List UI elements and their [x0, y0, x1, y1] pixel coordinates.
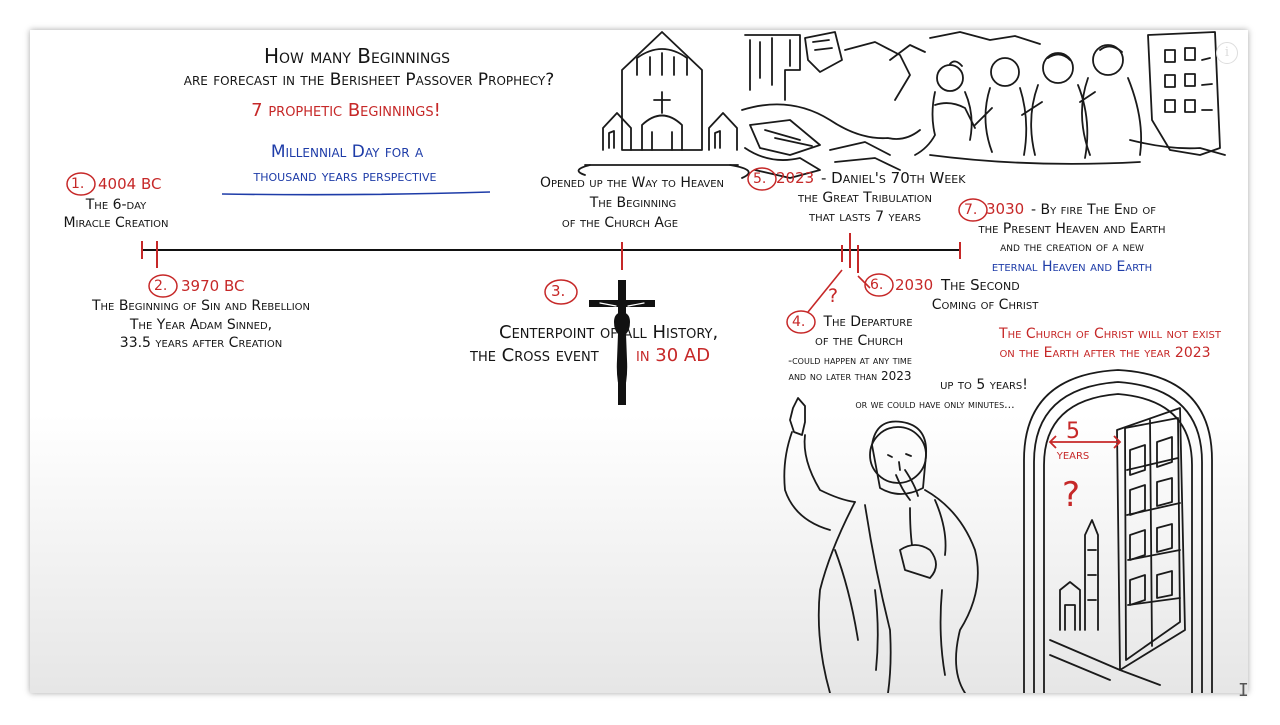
- title-line1: How many Beginnings: [263, 44, 451, 68]
- event6-number: 6.: [870, 277, 884, 293]
- text-cursor-icon: I: [1238, 680, 1249, 701]
- event3-above3: of the Church Age: [561, 215, 679, 231]
- event2-year: 3970 BC: [181, 277, 245, 295]
- event2-line3: 33.5 years after Creation: [119, 335, 283, 351]
- event1-year: 4004 BC: [98, 175, 162, 193]
- event2-line2: The Year Adam Sinned,: [129, 317, 273, 333]
- event3-line2a: the Cross event: [470, 345, 599, 366]
- event3-line1: Centerpoint of all History,: [499, 322, 719, 343]
- event3-above2: The Beginning: [589, 195, 677, 211]
- event1-line2: Miracle Creation: [63, 215, 169, 231]
- event2-number: 2.: [154, 278, 168, 294]
- event2-line1: The Beginning of Sin and Rebellion: [91, 298, 311, 314]
- video-frame[interactable]: [30, 30, 1248, 693]
- window-note-line2: or we could have only minutes...: [855, 398, 1015, 411]
- event4-line2: of the Church: [814, 333, 904, 349]
- connectors: [808, 270, 870, 312]
- event5-line3: that lasts 7 years: [808, 209, 922, 225]
- event1-line1: The 6-day: [85, 197, 147, 213]
- info-icon[interactable]: i: [1216, 42, 1238, 64]
- event4-question-mark: ?: [828, 285, 839, 307]
- title-answer: 7 prophetic Beginnings!: [251, 100, 441, 121]
- event5-line2: the Great Tribulation: [797, 190, 933, 206]
- window-note-line1: up to 5 years!: [940, 377, 1028, 393]
- event7-line2: the Present Heaven and Earth: [978, 221, 1166, 237]
- window-question-mark: ?: [1061, 475, 1081, 515]
- event6-line2: Coming of Christ: [931, 297, 1039, 313]
- event3-above1: Opened up the Way to Heaven: [539, 175, 725, 191]
- event3-number: 3.: [551, 282, 566, 300]
- event6-line1: The Second: [941, 276, 1020, 294]
- event5-year: 2023: [776, 169, 815, 187]
- perspective-line1: Millennial Day for a: [270, 142, 424, 162]
- ruined-city-drawing: [742, 32, 1225, 178]
- event1-number: 1.: [71, 176, 85, 192]
- event3-line2b: in 30 AD: [636, 345, 711, 366]
- event5-number: 5.: [753, 171, 767, 187]
- event5-line1: - Daniel's 70th Week: [821, 169, 966, 187]
- window-big-label: years: [1056, 447, 1090, 463]
- whiteboard-drawing: [30, 30, 1248, 693]
- event7-line3: and the creation of a new: [1000, 240, 1144, 255]
- perspective-underline: [222, 192, 490, 195]
- event6-year: 2030: [895, 276, 934, 294]
- church-note-line1: The Church of Christ will not exist: [999, 326, 1221, 342]
- window-drawing: [1024, 370, 1212, 693]
- church-drawing: [579, 32, 749, 178]
- event7-line4: eternal Heaven and Earth: [991, 259, 1153, 275]
- left-margin: [0, 0, 30, 725]
- event4-note1: -could happen at any time: [788, 354, 912, 367]
- event4-number: 4.: [792, 314, 806, 330]
- jesus-drawing: [784, 398, 978, 693]
- timeline-ticks: [142, 233, 960, 273]
- church-note-line2: on the Earth after the year 2023: [999, 345, 1211, 361]
- perspective-line2: thousand years perspective: [253, 166, 437, 185]
- event7-line1: - By fire The End of: [1031, 202, 1157, 218]
- window-big-number: 5: [1066, 419, 1080, 444]
- event7-year: 3030: [986, 200, 1025, 218]
- event4-line1: The Departure: [823, 314, 913, 330]
- title-line2: are forecast in the Berisheet Passover Prophecy?: [183, 70, 555, 90]
- event7-number: 7.: [964, 202, 978, 218]
- event4-note2: and no later than 2023: [788, 369, 912, 383]
